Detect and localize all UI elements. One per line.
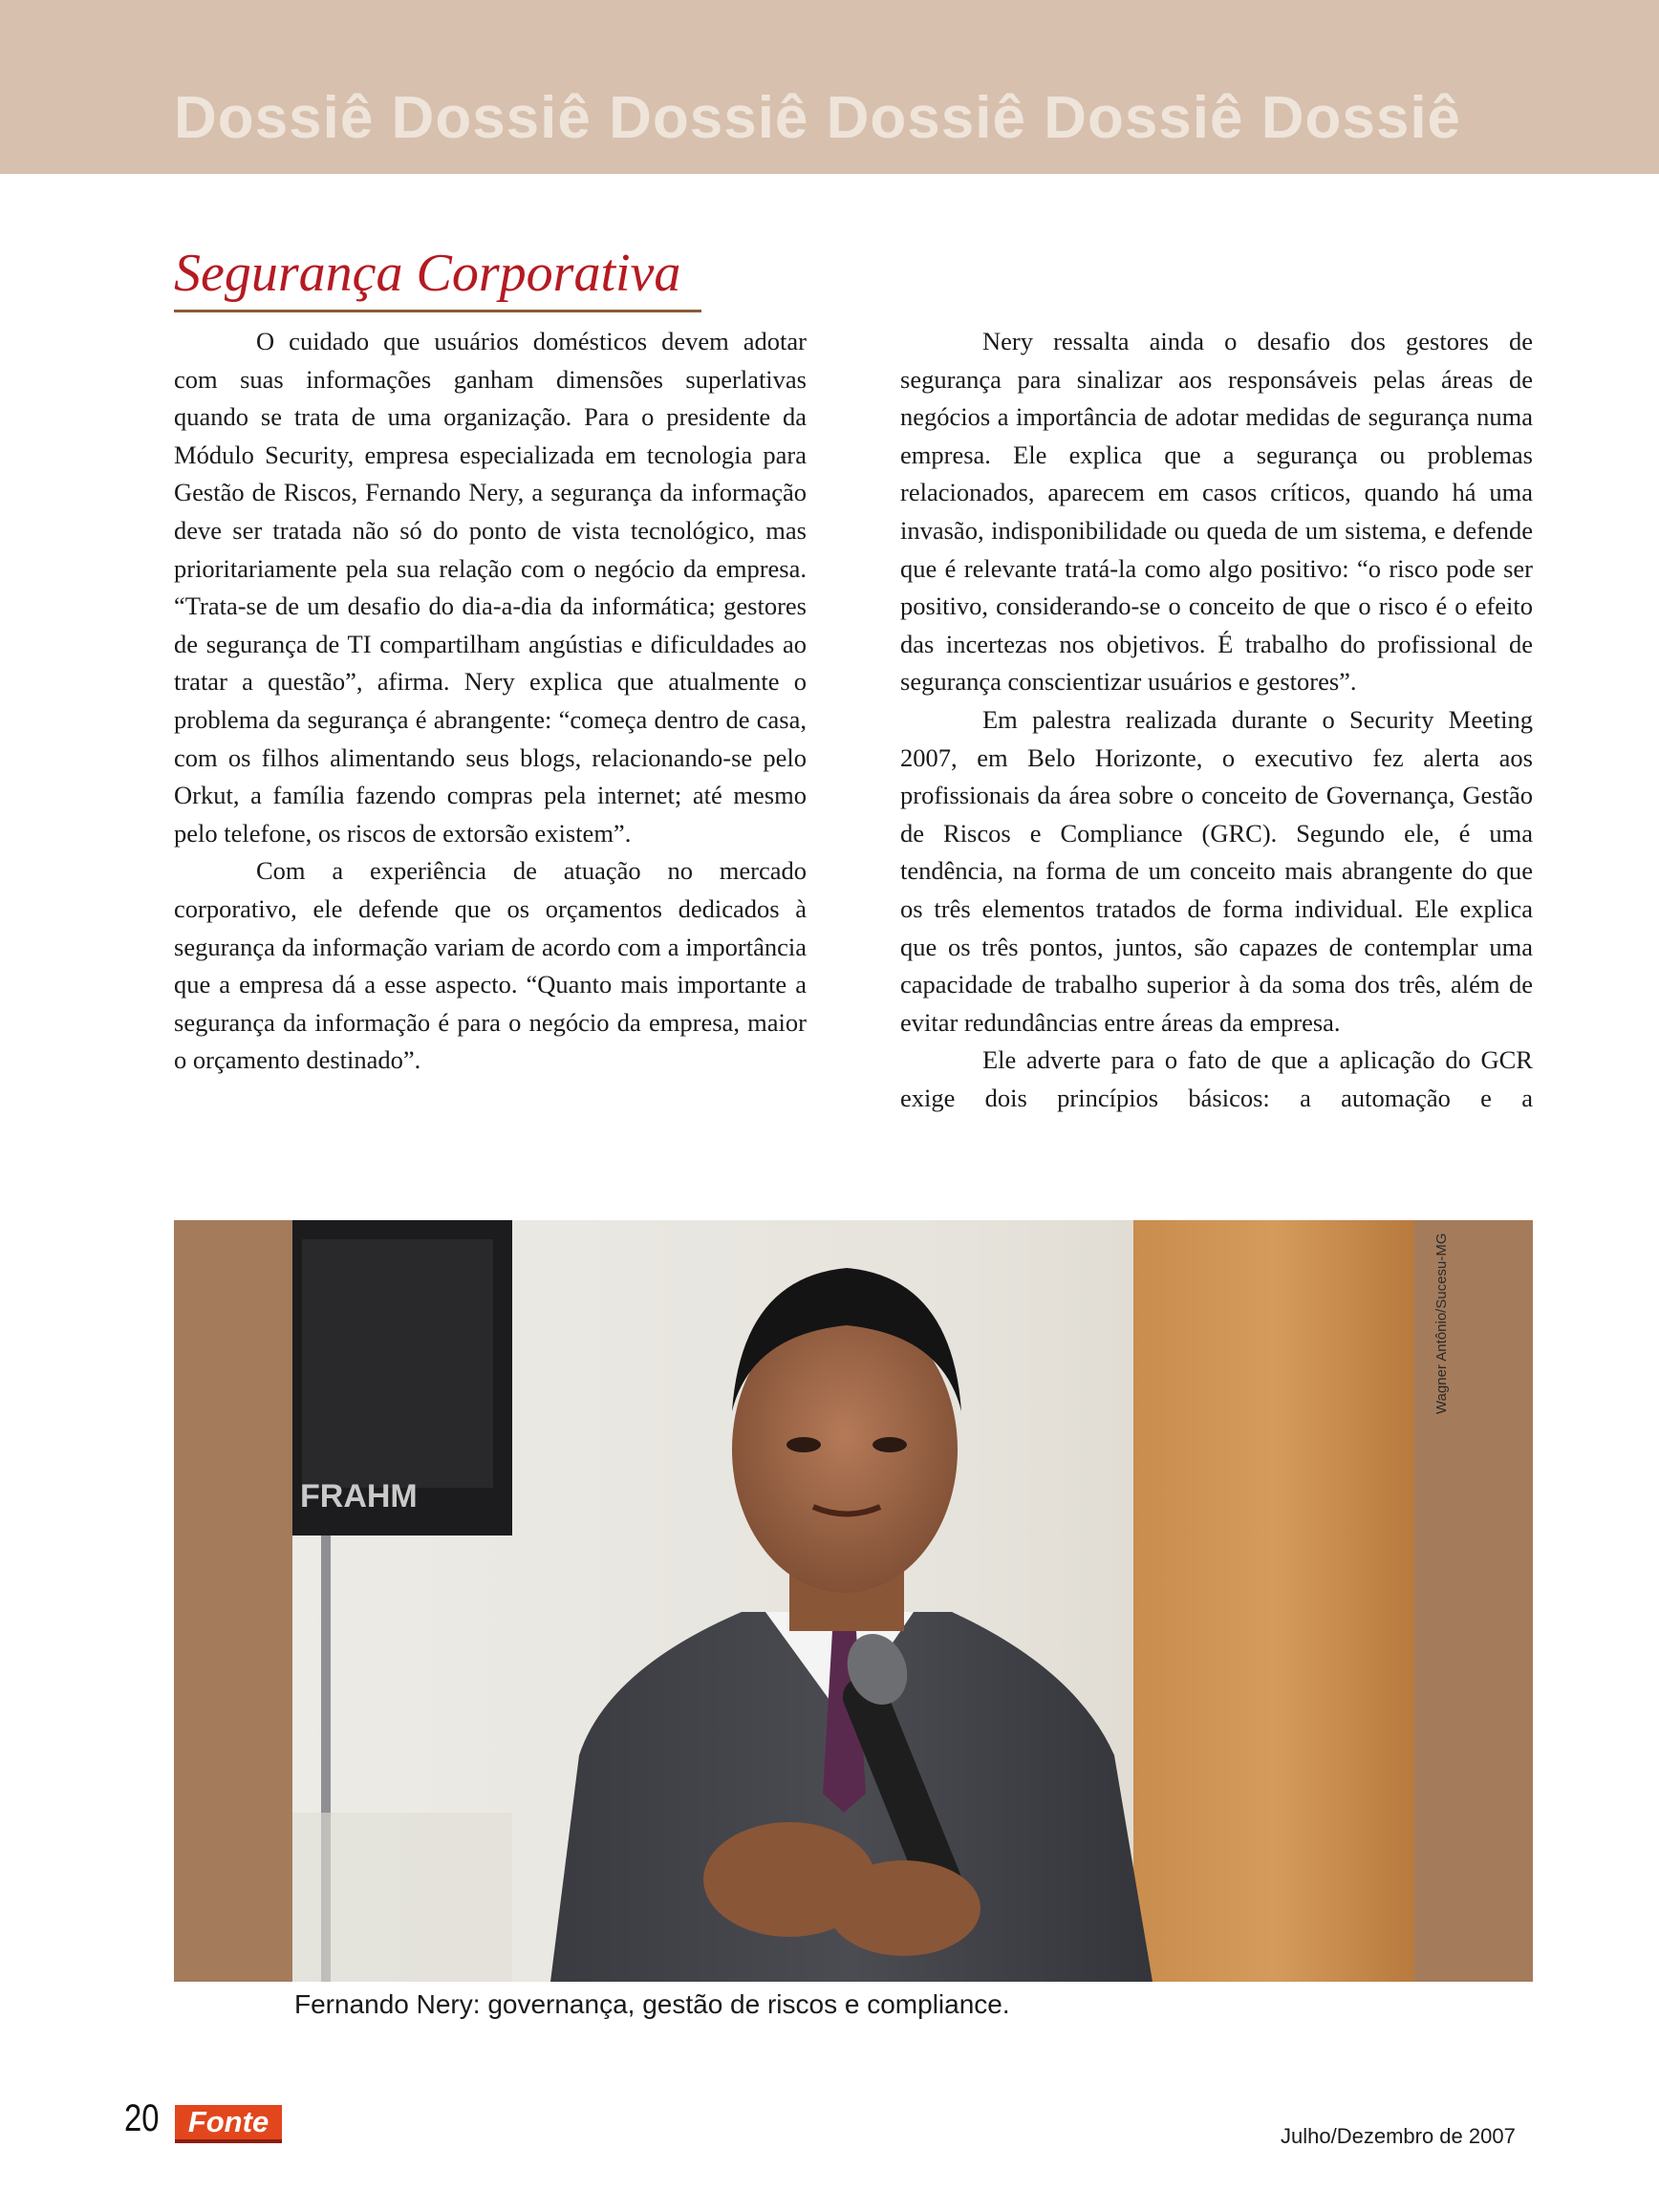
speaker-brand-label: FRAHM [300, 1478, 418, 1514]
dossie-banner [0, 0, 1659, 174]
page-number: 20 [124, 2097, 160, 2139]
banner-text: Dossiê Dossiê Dossiê Dossiê Dossiê Dossiê [174, 85, 1462, 151]
paragraph: Nery ressalta ainda o desafio dos gestores de segurança para sinalizar aos responsáveis pelas áreas de negócios a importância de adotar medidas de segurança numa empresa. Ele explica que a segurança ou problemas relacionados, aparecem em casos críticos, quando há uma invasão, indisponibilidade ou queda de um sistema, e defende que é relevante tratá-la como algo positivo: “o risco pode ser positivo, considerando-se o conceito de que o risco é o efeito das incertezas nos objetivos. É trabalho do profissional de segurança conscientizar usuários e gestores”. [900, 327, 1533, 697]
paragraph: Ele adverte para o fato de que a aplicação do GCR exige dois princípios básicos: a automação e a [900, 1045, 1533, 1112]
left-column [174, 323, 807, 1080]
paragraph: Em palestra realizada durante o Security Meeting 2007, em Belo Horizonte, o executivo fez alerta aos profissionais da área sobre o conceito de Governança, Gestão de Riscos e Compliance (GRC). Segundo ele, é uma tendência, na forma de um conceito mais abrangente do que os três elementos tratados de forma individual. Ele explica que os três pontos, juntos, são capazes de contemplar uma capacidade de trabalho superior à da soma dos três, além de evitar redundâncias entre áreas da empresa. [900, 704, 1533, 1037]
article-title: Segurança Corporativa [174, 243, 701, 312]
paragraph: O cuidado que usuários domésticos devem adotar com suas informações ganham dimensões superlativas quando se trata de uma organização. Para o presidente da Módulo Security, empresa especializada em tecnologia para Gestão de Riscos, Fernando Nery, a segurança da informação deve ser tratada não só do ponto de vista tecnológico, mas prioritariamente pela sua relação com o negócio da empresa. “Trata-se de um desafio do dia-a-dia da informática; gestores de segurança de TI compartilham angústias e dificuldades ao tratar a questão”, afirma. Nery explica que atualmente o problema da segurança é abrangente: “começa dentro de casa, com os filhos alimentando seus blogs, relacionando-se pelo Orkut, a família fazendo compras pela internet; até mesmo pelo telefone, os riscos de extorsão existem”. [174, 327, 807, 848]
logo-stripe [175, 2139, 282, 2143]
speaker-photo [292, 1220, 1414, 1982]
paragraph: Com a experiência de atuação no mercado corporativo, ele defende que os orçamentos dedicados à segurança da informação variam de acordo com a importância que a empresa dá a esse aspecto. “Quanto mais importante a segurança da informação é para o negócio da empresa, maior o orçamento destinado”. [174, 856, 807, 1075]
fonte-logo: Fonte [175, 2105, 282, 2139]
photo-frame [174, 1220, 1533, 1982]
right-column [900, 323, 1533, 1117]
photo-credit: Wagner Antônio/Sucesu-MG [1433, 1233, 1450, 1414]
photo-caption: Fernando Nery: governança, gestão de riscos e compliance. [294, 1989, 1010, 2019]
issue-date: Julho/Dezembro de 2007 [1281, 2124, 1516, 2148]
